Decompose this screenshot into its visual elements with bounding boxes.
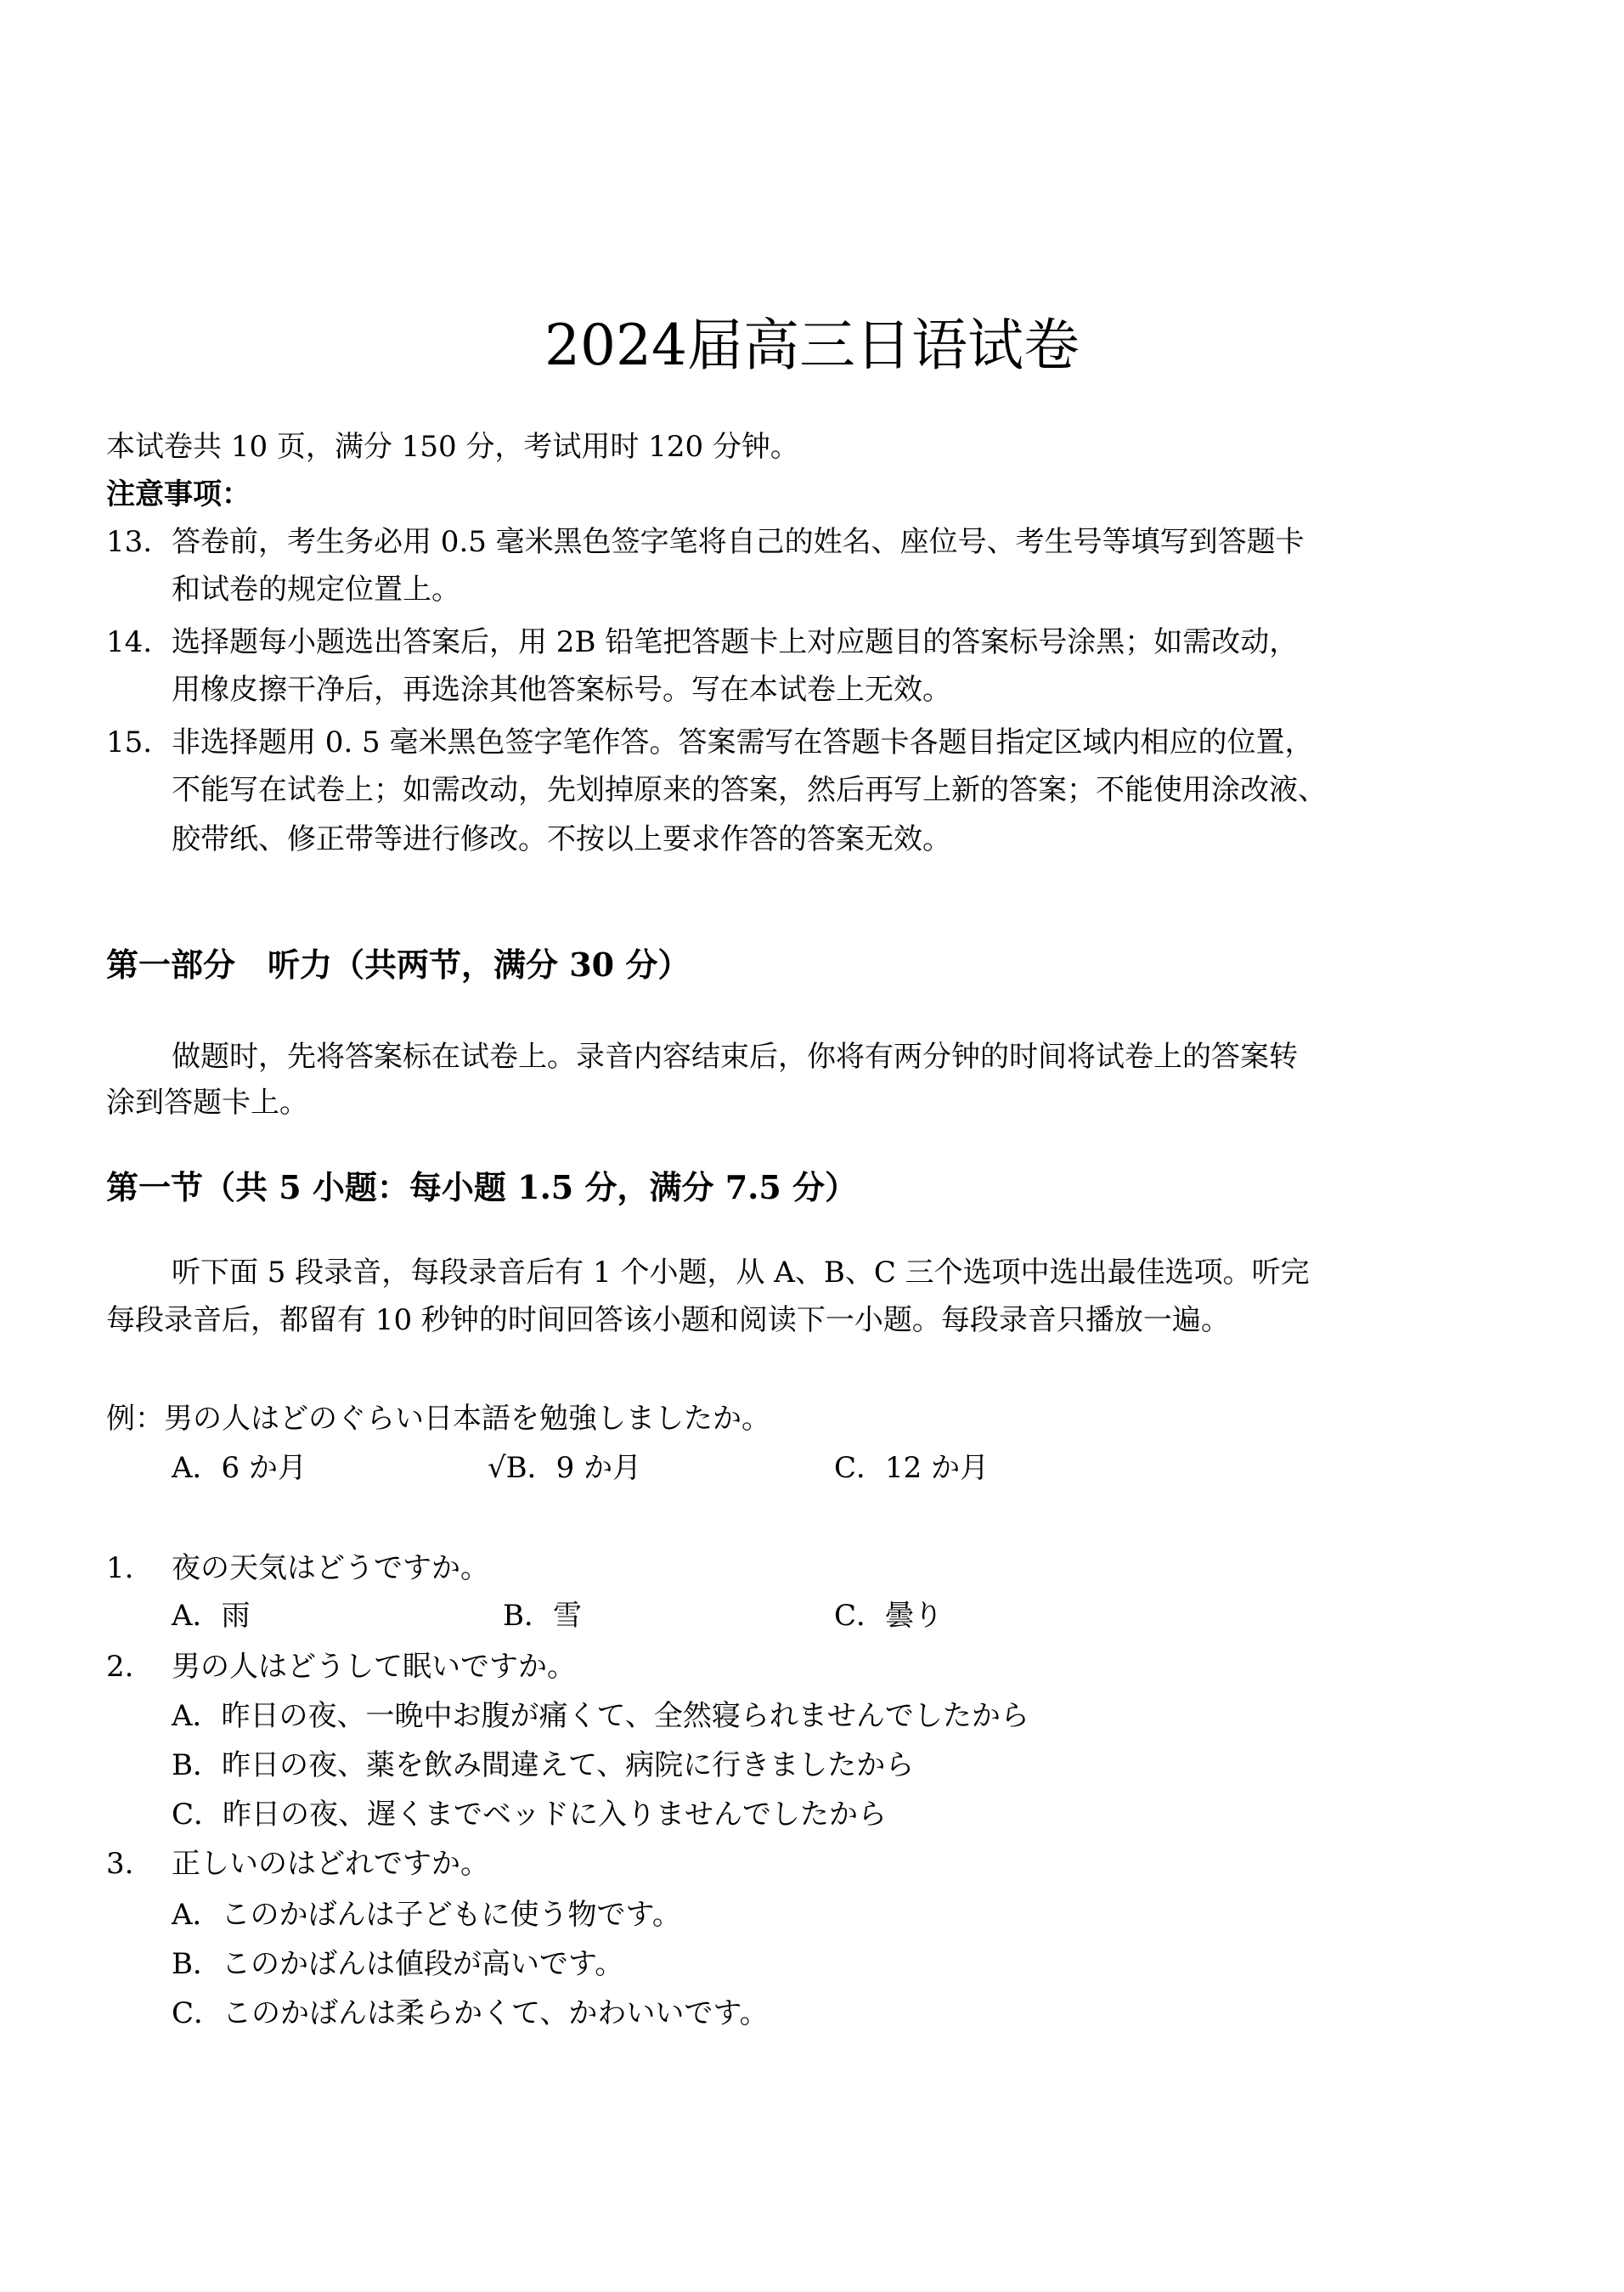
notice-number: 13. <box>106 525 153 559</box>
question-number: 3. <box>106 1847 134 1881</box>
instruction-line: 每段录音后，都留有 10 秒钟的时间回答该小题和阅读下一小题。每段录音只播放一遍。 <box>106 1303 1230 1337</box>
notice-line: 和试卷的规定位置上。 <box>172 573 460 607</box>
instruction-line: 涂到答题卡上。 <box>106 1086 308 1120</box>
notice-line: 非选择题用 0. 5 毫米黑色签字笔作答。答案需写在答题卡各题目指定区域内相应的位置， <box>172 725 1314 759</box>
notice-line: 胶带纸、修正带等进行修改。不按以上要求作答的答案无效。 <box>172 822 951 856</box>
question-text: 男の人はどうして眠いですか。 <box>172 1650 576 1684</box>
answer-option: C．曇り <box>834 1599 944 1633</box>
example-option-answer: √B．9 か月 <box>488 1451 642 1485</box>
answer-option: A．このかばんは子どもに使う物です。 <box>172 1898 681 1932</box>
answer-option: A．雨 <box>172 1599 251 1633</box>
section-heading: 第一节（共 5 小题：每小题 1.5 分，满分 7.5 分） <box>106 1168 858 1206</box>
example-option: A．6 か月 <box>172 1451 307 1485</box>
part-heading: 第一部分 听力（共两节，满分 30 分） <box>106 946 691 984</box>
question-number: 1. <box>106 1551 134 1585</box>
answer-option: C．このかばんは柔らかくて、かわいいです。 <box>172 1996 769 2030</box>
answer-option: B．このかばんは値段が高いです。 <box>172 1947 624 1981</box>
notice-number: 15. <box>106 725 153 759</box>
answer-option: A．昨日の夜、一晩中お腹が痛くて、全然寝られませんでしたから <box>172 1699 1029 1733</box>
notice-heading: 注意事项： <box>106 477 251 511</box>
question-text: 夜の天気はどうですか。 <box>172 1551 489 1585</box>
intro-text: 本试卷共 10 页，满分 150 分，考试用时 120 分钟。 <box>106 430 799 464</box>
instruction-line: 做题时，先将答案标在试卷上。录音内容结束后，你将有两分钟的时间将试卷上的答案转 <box>172 1040 1298 1074</box>
notice-line: 选择题每小题选出答案后，用 2B 铅笔把答题卡上对应题目的答案标号涂黑；如需改动， <box>172 625 1299 659</box>
answer-option: C．昨日の夜、遅くまでベッドに入りませんでしたから <box>172 1798 888 1832</box>
page-title: 2024届高三日语试卷 <box>544 313 1080 378</box>
notice-line: 不能写在试卷上；如需改动，先划掉原来的答案，然后再写上新的答案；不能使用涂改液、 <box>172 773 1327 807</box>
notice-line: 用橡皮擦干净后，再选涂其他答案标号。写在本试卷上无效。 <box>172 673 951 707</box>
answer-option: B．雪 <box>503 1599 582 1633</box>
instruction-line: 听下面 5 段录音，每段录音后有 1 个小题，从 A、B、C 三个选项中选出最佳选项。听完 <box>172 1256 1310 1290</box>
example-option: C．12 か月 <box>834 1451 990 1485</box>
answer-option: B．昨日の夜、薬を飲み間違えて、病院に行きましたから <box>172 1748 915 1782</box>
notice-line: 答卷前，考生务必用 0.5 毫米黑色签字笔将自己的姓名、座位号、考生号等填写到答题卡 <box>172 525 1305 559</box>
example-question: 例：男の人はどのぐらい日本語を勉強しましたか。 <box>106 1402 770 1436</box>
question-text: 正しいのはどれですか。 <box>172 1847 489 1881</box>
question-number: 2. <box>106 1650 134 1684</box>
notice-number: 14. <box>106 625 153 659</box>
